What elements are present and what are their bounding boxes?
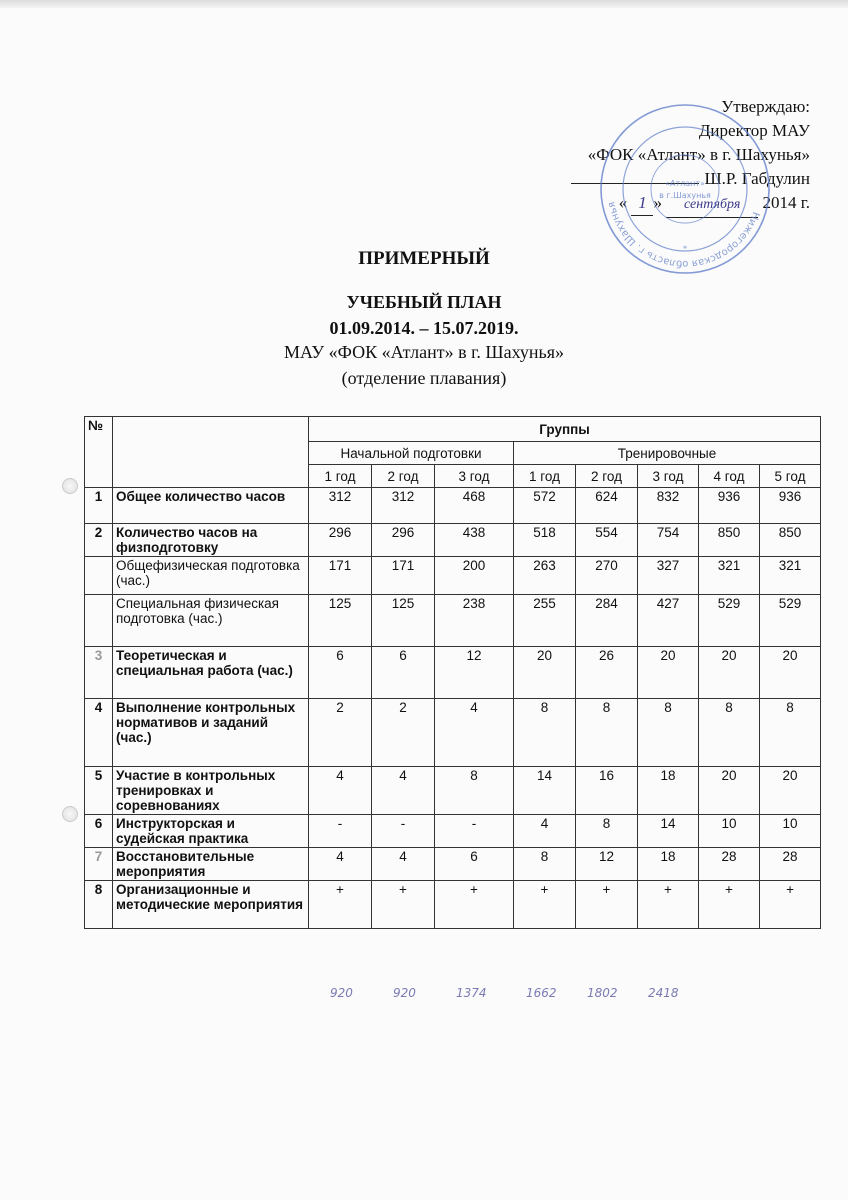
row-value: + bbox=[638, 881, 699, 929]
curriculum-table bbox=[84, 416, 821, 929]
header-number: № bbox=[85, 417, 113, 488]
row-label: Количество часов на физподготовку bbox=[113, 524, 309, 557]
table-row bbox=[85, 881, 821, 929]
handwritten-total: 920 bbox=[330, 986, 353, 1000]
header-year: 1 год bbox=[514, 465, 576, 488]
row-value: 18 bbox=[638, 767, 699, 815]
row-value: 6 bbox=[372, 647, 435, 699]
row-value: 20 bbox=[514, 647, 576, 699]
row-value: 312 bbox=[309, 488, 372, 524]
row-value: 468 bbox=[435, 488, 514, 524]
row-value: + bbox=[760, 881, 821, 929]
row-value: 14 bbox=[638, 815, 699, 848]
row-value: 12 bbox=[576, 848, 638, 881]
row-value: 8 bbox=[760, 699, 821, 767]
row-number bbox=[85, 595, 113, 647]
row-number bbox=[85, 557, 113, 595]
row-value: 20 bbox=[760, 647, 821, 699]
row-value: 572 bbox=[514, 488, 576, 524]
row-value: 20 bbox=[699, 647, 760, 699]
svg-text:Нижегородская область г. Шахун: Нижегородская область г. Шахунья bbox=[606, 200, 762, 270]
row-value: 270 bbox=[576, 557, 638, 595]
row-value: 125 bbox=[372, 595, 435, 647]
table-row bbox=[85, 815, 821, 848]
date-month: сентября bbox=[666, 193, 758, 218]
row-value: 28 bbox=[760, 848, 821, 881]
row-value: 8 bbox=[514, 848, 576, 881]
row-number: 6 bbox=[85, 815, 113, 848]
row-value: 4 bbox=[372, 848, 435, 881]
row-value: 171 bbox=[309, 557, 372, 595]
handwritten-total: 2418 bbox=[648, 986, 679, 1000]
row-value: 321 bbox=[760, 557, 821, 595]
row-label: Теоретическая и специальная работа (час.) bbox=[113, 647, 309, 699]
row-label: Специальная физическая подготовка (час.) bbox=[113, 595, 309, 647]
header-row-groups bbox=[85, 417, 821, 442]
row-label: Общефизическая подготовка (час.) bbox=[113, 557, 309, 595]
row-number: 4 bbox=[85, 699, 113, 767]
row-value: 850 bbox=[699, 524, 760, 557]
row-value: 20 bbox=[699, 767, 760, 815]
row-value: 4 bbox=[309, 767, 372, 815]
row-number: 8 bbox=[85, 881, 113, 929]
row-value: 18 bbox=[638, 848, 699, 881]
row-value: 427 bbox=[638, 595, 699, 647]
row-value: + bbox=[435, 881, 514, 929]
approval-line-1: Утверждаю: bbox=[721, 97, 810, 116]
header-groups: Группы bbox=[309, 417, 821, 442]
svg-text:в г.Шахунья: в г.Шахунья bbox=[659, 191, 711, 200]
row-label: Восстановительные мероприятия bbox=[113, 848, 309, 881]
row-value: 6 bbox=[435, 848, 514, 881]
row-value: 8 bbox=[638, 699, 699, 767]
approval-director-name: Ш.Р. Габдулин bbox=[704, 169, 810, 188]
row-value: 624 bbox=[576, 488, 638, 524]
row-value: 10 bbox=[760, 815, 821, 848]
row-value: 936 bbox=[699, 488, 760, 524]
row-label: Участие в контрольных тренировках и соревнованиях bbox=[113, 767, 309, 815]
row-value: 312 bbox=[372, 488, 435, 524]
row-value: 4 bbox=[309, 848, 372, 881]
svg-text:*: * bbox=[682, 244, 688, 254]
doc-title-dept: (отделение плавания) bbox=[341, 368, 507, 388]
row-value: 8 bbox=[514, 699, 576, 767]
row-value: 20 bbox=[638, 647, 699, 699]
row-value: - bbox=[435, 815, 514, 848]
table-row bbox=[85, 647, 821, 699]
row-value: 10 bbox=[699, 815, 760, 848]
scan-edge bbox=[0, 0, 848, 8]
row-value: 263 bbox=[514, 557, 576, 595]
row-value: 4 bbox=[372, 767, 435, 815]
row-value: 2 bbox=[372, 699, 435, 767]
row-value: 8 bbox=[576, 815, 638, 848]
row-value: 255 bbox=[514, 595, 576, 647]
punch-hole bbox=[62, 806, 78, 822]
row-value: 200 bbox=[435, 557, 514, 595]
row-value: 936 bbox=[760, 488, 821, 524]
row-value: 238 bbox=[435, 595, 514, 647]
row-label: Инструкторская и судейская практика bbox=[113, 815, 309, 848]
date-open-quote: « bbox=[618, 193, 628, 212]
row-value: 8 bbox=[699, 699, 760, 767]
row-number: 7 bbox=[85, 848, 113, 881]
header-year: 1 год bbox=[309, 465, 372, 488]
row-value: 554 bbox=[576, 524, 638, 557]
row-value: 6 bbox=[309, 647, 372, 699]
row-number: 3 bbox=[85, 647, 113, 699]
svg-text:«Атлант»: «Атлант» bbox=[665, 179, 705, 188]
row-value: 518 bbox=[514, 524, 576, 557]
row-value: 529 bbox=[760, 595, 821, 647]
row-value: - bbox=[309, 815, 372, 848]
doc-title-main: ПРИМЕРНЫЙ bbox=[358, 248, 490, 269]
doc-title-dates: 01.09.2014. – 15.07.2019. bbox=[329, 318, 519, 338]
row-value: 296 bbox=[309, 524, 372, 557]
row-value: 171 bbox=[372, 557, 435, 595]
handwritten-total: 920 bbox=[393, 986, 416, 1000]
row-number: 1 bbox=[85, 488, 113, 524]
row-value: 850 bbox=[760, 524, 821, 557]
row-value: 8 bbox=[576, 699, 638, 767]
handwritten-total: 1662 bbox=[526, 986, 557, 1000]
header-year: 2 год bbox=[372, 465, 435, 488]
row-value: 4 bbox=[514, 815, 576, 848]
row-value: 284 bbox=[576, 595, 638, 647]
table-row bbox=[85, 595, 821, 647]
row-value: 14 bbox=[514, 767, 576, 815]
row-value: 125 bbox=[309, 595, 372, 647]
row-value: 529 bbox=[699, 595, 760, 647]
date-close-quote: » bbox=[653, 193, 662, 212]
row-value: 8 bbox=[435, 767, 514, 815]
row-value: 438 bbox=[435, 524, 514, 557]
row-value: + bbox=[514, 881, 576, 929]
row-value: 754 bbox=[638, 524, 699, 557]
header-name-blank bbox=[113, 417, 309, 488]
row-number: 2 bbox=[85, 524, 113, 557]
header-training: Тренировочные bbox=[514, 442, 821, 465]
row-value: + bbox=[576, 881, 638, 929]
date-year: 2014 г. bbox=[762, 193, 810, 212]
table-row bbox=[85, 524, 821, 557]
table-row bbox=[85, 699, 821, 767]
punch-hole bbox=[62, 478, 78, 494]
row-value: 12 bbox=[435, 647, 514, 699]
handwritten-total: 1374 bbox=[456, 986, 487, 1000]
row-value: 26 bbox=[576, 647, 638, 699]
doc-title-plan: УЧЕБНЫЙ ПЛАН bbox=[346, 292, 502, 312]
row-value: 4 bbox=[435, 699, 514, 767]
row-value: 2 bbox=[309, 699, 372, 767]
row-number: 5 bbox=[85, 767, 113, 815]
table-row bbox=[85, 557, 821, 595]
header-year: 5 год bbox=[760, 465, 821, 488]
header-year: 2 год bbox=[576, 465, 638, 488]
table-row bbox=[85, 488, 821, 524]
table-row bbox=[85, 767, 821, 815]
header-year: 3 год bbox=[638, 465, 699, 488]
handwritten-total: 1802 bbox=[587, 986, 618, 1000]
row-value: 296 bbox=[372, 524, 435, 557]
row-value: 16 bbox=[576, 767, 638, 815]
row-value: + bbox=[372, 881, 435, 929]
row-value: 327 bbox=[638, 557, 699, 595]
row-value: 321 bbox=[699, 557, 760, 595]
doc-title-org: МАУ «ФОК «Атлант» в г. Шахунья» bbox=[283, 342, 565, 362]
row-value: 832 bbox=[638, 488, 699, 524]
row-value: + bbox=[699, 881, 760, 929]
date-day: 1 bbox=[631, 191, 653, 216]
header-year: 3 год bbox=[435, 465, 514, 488]
header-initial: Начальной подготовки bbox=[309, 442, 514, 465]
row-value: 28 bbox=[699, 848, 760, 881]
table-row bbox=[85, 848, 821, 881]
row-value: - bbox=[372, 815, 435, 848]
row-value: 20 bbox=[760, 767, 821, 815]
approval-line-2: Директор МАУ bbox=[698, 121, 810, 140]
row-label: Общее количество часов bbox=[113, 488, 309, 524]
row-value: + bbox=[309, 881, 372, 929]
row-label: Организационные и методические мероприятия bbox=[113, 881, 309, 929]
header-year: 4 год bbox=[699, 465, 760, 488]
approval-line-3: «ФОК «Атлант» в г. Шахунья» bbox=[587, 145, 810, 164]
row-label: Выполнение контрольных нормативов и заданий (час.) bbox=[113, 699, 309, 767]
